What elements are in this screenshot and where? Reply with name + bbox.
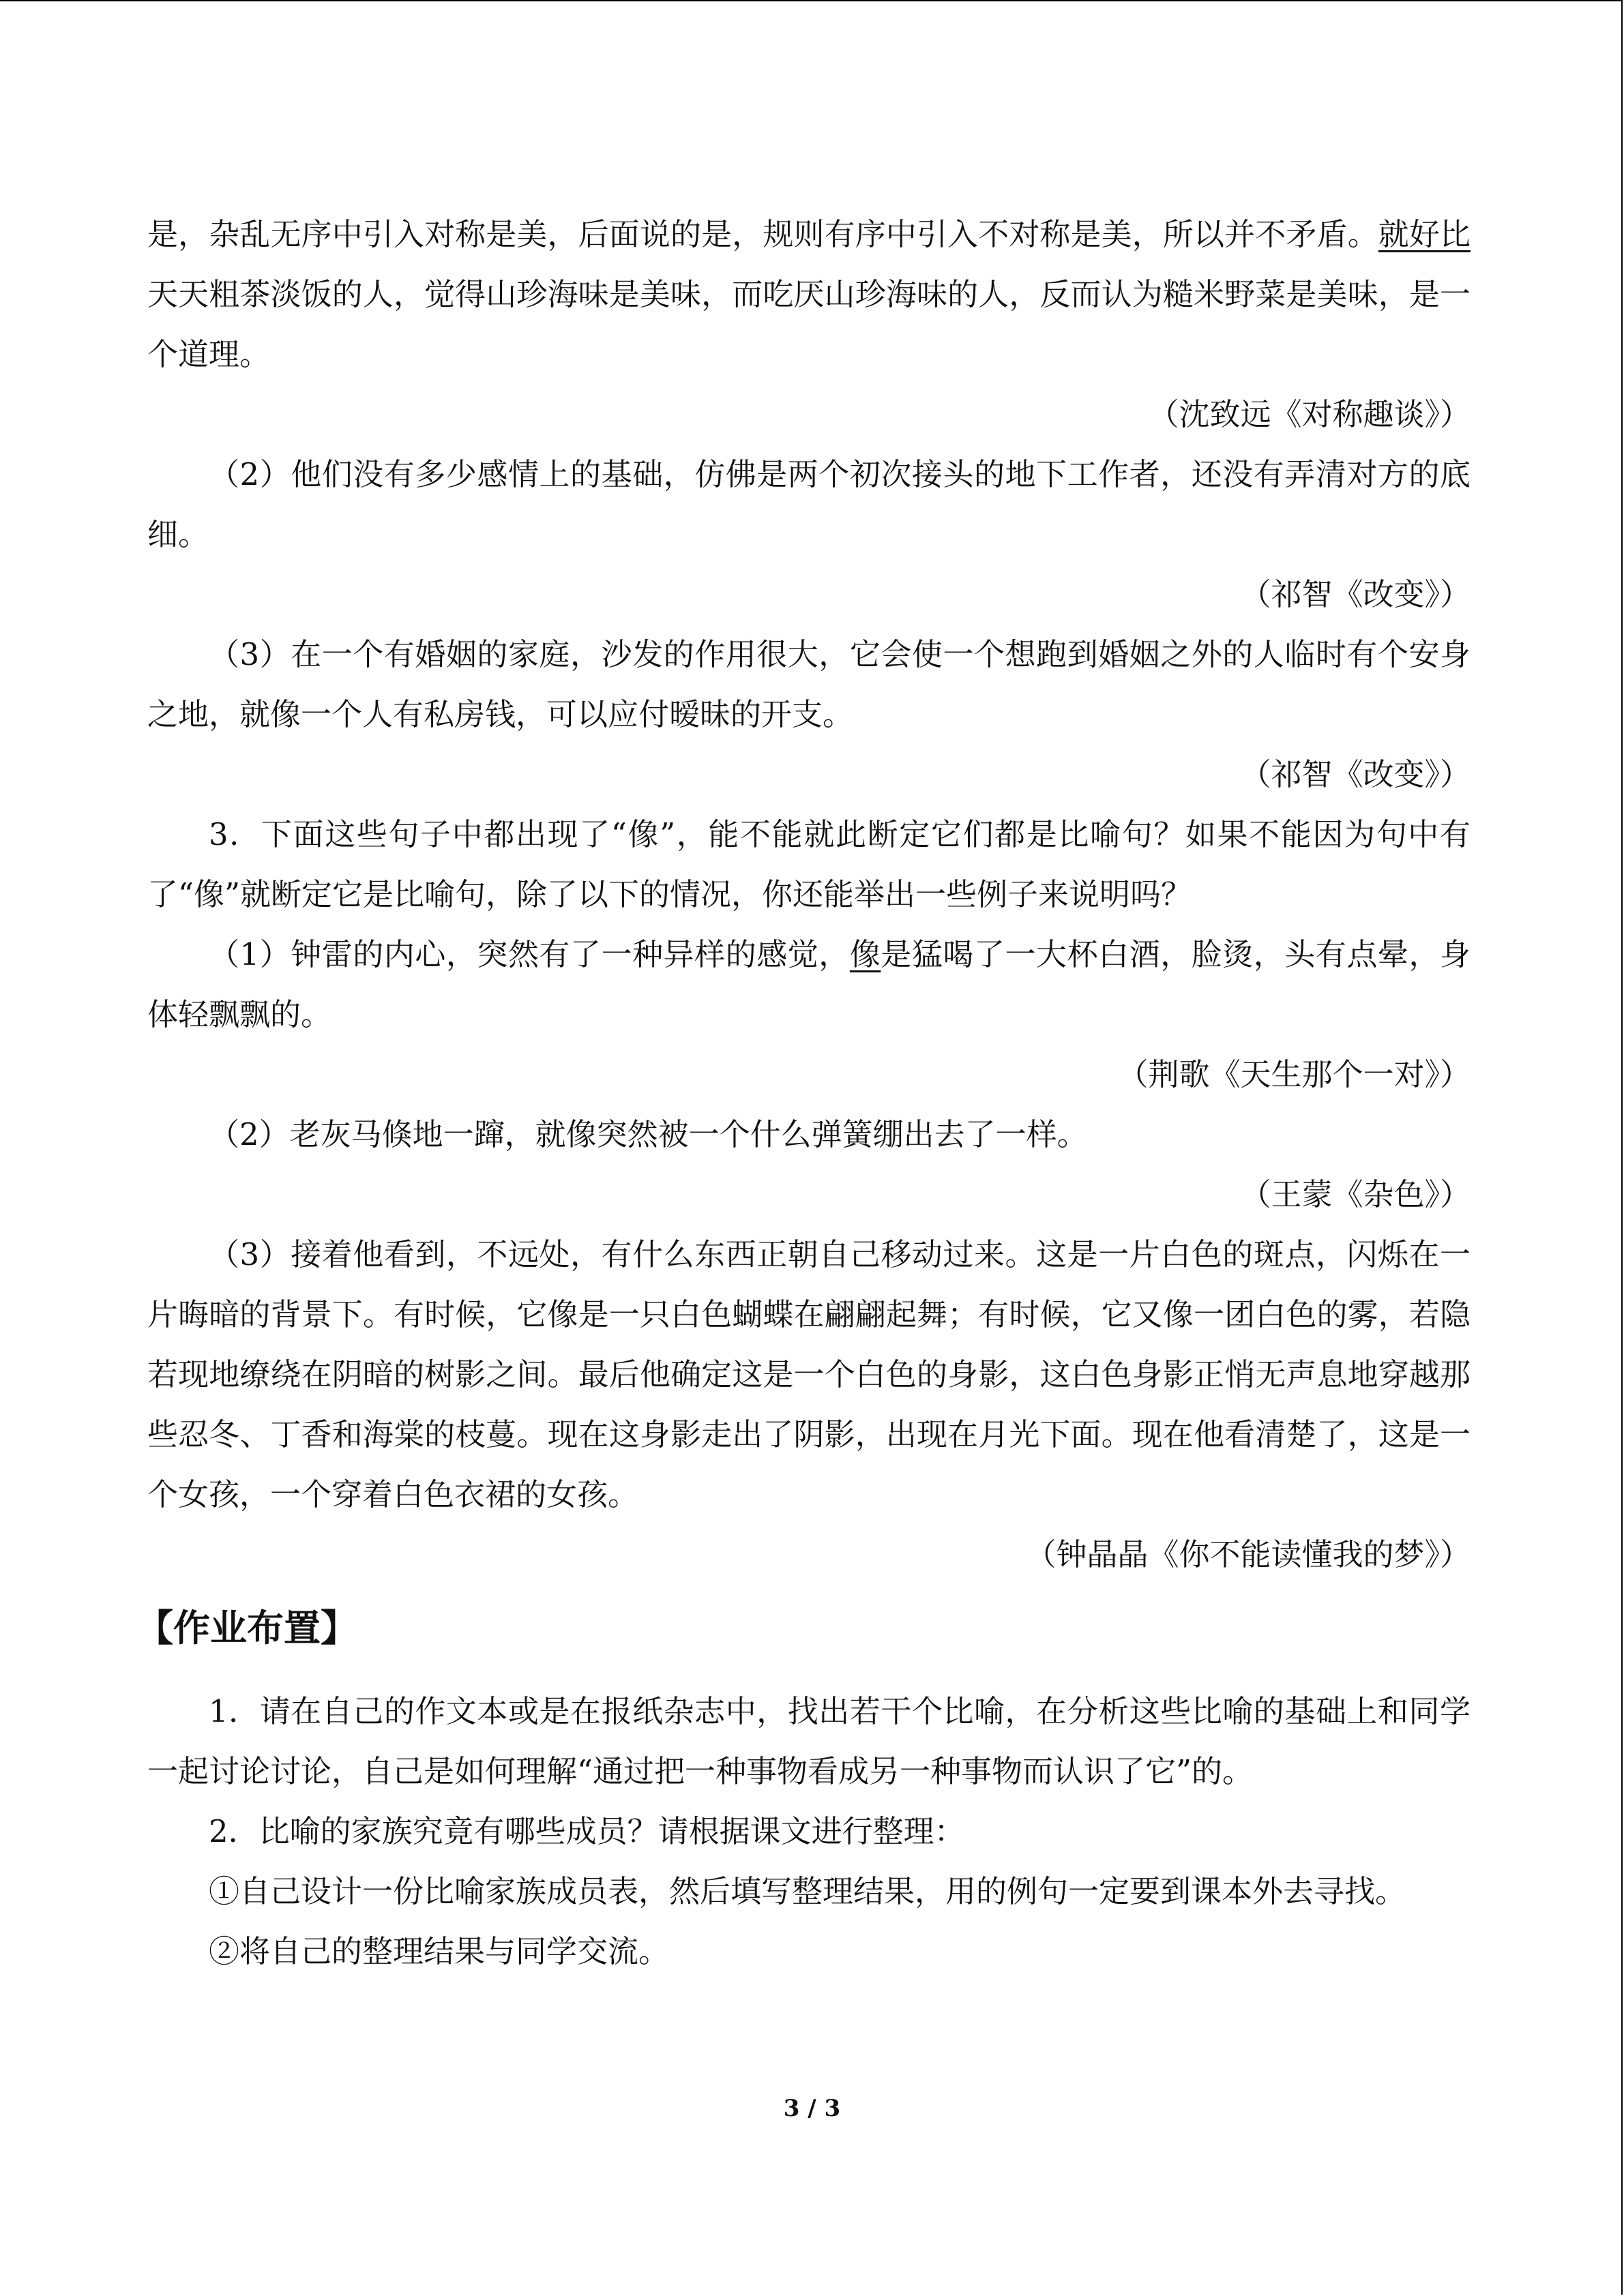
- paragraph-continuation: [147, 205, 1471, 385]
- underlined-word: 像: [849, 936, 881, 972]
- homework-item: 2．比喻的家族究竟有哪些成员？请根据课文进行整理：: [209, 1813, 965, 1849]
- citation: （祁智《改变》）: [1240, 756, 1471, 792]
- paragraph-text: （1）钟雷的内心，突然有了一种异样的感觉，: [209, 936, 850, 972]
- page-number: 3 / 3: [783, 2095, 841, 2122]
- paragraph-text: 是猛喝了一大杯白酒，脸烫，头有点晕，身体轻飘飘的。: [147, 936, 1471, 1032]
- homework-subitem: ②将自己的整理结果与同学交流。: [209, 1933, 670, 1969]
- homework-subitem: ①自己设计一份比喻家族成员表，然后填写整理结果，用的例句一定要到课本外去寻找。: [209, 1873, 1406, 1909]
- example-paragraph: （2）老灰马倏地一蹿，就像突然被一个什么弹簧绷出去了一样。: [209, 1116, 1088, 1152]
- paragraph-line: 是，杂乱无序中引入对称是美，后面说的是，规则有序中引入不对称是美，所以并不矛盾。: [147, 216, 1378, 252]
- section-heading: 【作业布置】: [136, 1607, 357, 1650]
- example-paragraph: （3）在一个有婚姻的家庭，沙发的作用很大，它会使一个想跑到婚姻之外的人临时有个安身之地，就像一个人有私房钱，可以应付暧昧的开支。: [147, 636, 1471, 732]
- document-body: [136, 205, 1471, 1982]
- citation: （祁智《改变》）: [1240, 576, 1471, 612]
- citation: （钟晶晶《你不能读懂我的梦》）: [1025, 1536, 1471, 1572]
- homework-item: 1．请在自己的作文本或是在报纸杂志中，找出若干个比喻，在分析这些比喻的基础上和同学一起讨论讨论，自己是如何理解“通过把一种事物看成另一种事物而认识了它”的。: [147, 1693, 1471, 1789]
- citation: （王蒙《杂色》）: [1240, 1176, 1471, 1212]
- citation: （沈致远《对称趣谈》）: [1148, 396, 1471, 432]
- paragraph-text: 天天粗茶淡饭的人，觉得山珍海味是美味，而吃厌山珍海味的人，反而认为糙米野菜是美味，是一个道理。: [147, 276, 1471, 372]
- citation: （荆歌《天生那个一对》）: [1117, 1056, 1471, 1092]
- question-paragraph: 3．下面这些句子中都出现了“像”，能不能就此断定它们都是比喻句？如果不能因为句中有了“像”就断定它是比喻句，除了以下的情况，你还能举出一些例子来说明吗？: [147, 816, 1471, 912]
- underlined-phrase: 就好比: [1378, 216, 1471, 252]
- example-paragraph: [147, 925, 1471, 1045]
- example-paragraph: （3）接着他看到，不远处，有什么东西正朝自己移动过来。这是一片白色的斑点，闪烁在一片晦暗的背景下。有时候，它像是一只白色蝴蝶在翩翩起舞；有时候，它又像一团白色的雾，若隐若现地缭绕在阴暗的树影之间。最后他确定这是一个白色的身影，这白色身影正悄无声息地穿越那些忍冬、丁香和海棠的枝蔓。现在这身影走出了阴影，出现在月光下面。现在他看清楚了，这是一个女孩，一个穿着白色衣裙的女孩。: [147, 1236, 1471, 1512]
- example-paragraph: （2）他们没有多少感情上的基础，仿佛是两个初次接头的地下工作者，还没有弄清对方的底细。: [147, 456, 1471, 552]
